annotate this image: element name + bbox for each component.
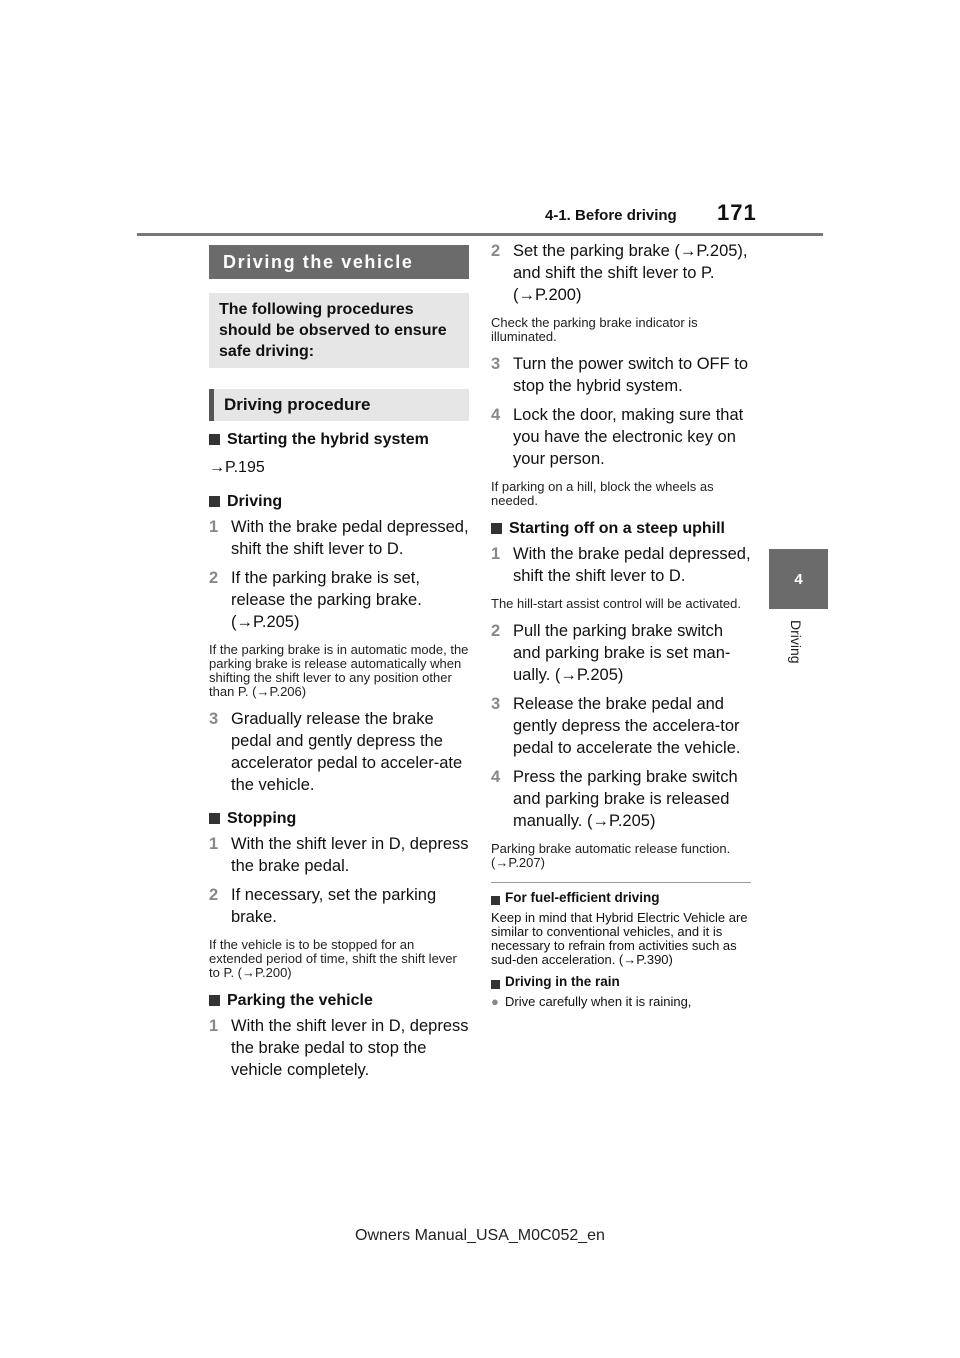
square-bullet-icon <box>209 813 220 824</box>
footer-text: Owners Manual_USA_M0C052_en <box>355 1227 605 1244</box>
step-item: 4 Press the parking brake switch and parking brake is released manually. (→P.205) <box>491 768 738 830</box>
bullet-item: ● Drive carefully when it is raining, <box>491 994 692 1009</box>
page-heading: Driving the vehicle <box>209 245 469 279</box>
step-item: 3 Turn the power switch to OFF to stop the hybrid system. <box>491 355 749 395</box>
step-item: 2 Pull the parking brake switch and parking brake is set man-ually. (→P.205) <box>491 622 731 684</box>
square-bullet-icon <box>209 496 220 507</box>
section-title: 4-1. Before driving <box>545 207 677 224</box>
step-item: 1 With the shift lever in D, depress the brake pedal to stop the vehicle completely. <box>209 1017 469 1079</box>
square-bullet-icon <box>209 995 220 1006</box>
body-text: Keep in mind that Hybrid Electric Vehicle are similar to conventional vehicles, and it is necessary to refrain from activities such as sud-den acceleration. (→P.390) <box>491 910 748 967</box>
intro-box: The following procedures should be observed to ensure safe driving: <box>209 293 469 368</box>
note-text: Parking brake automatic release function. (→P.207) <box>491 841 731 870</box>
note-text: If parking on a hill, block the wheels as needed. <box>491 479 714 508</box>
subheading-driving: Driving <box>209 491 469 513</box>
page-number: 171 <box>717 200 757 225</box>
subheading-starting: Starting the hybrid system <box>209 429 469 451</box>
square-bullet-icon <box>209 434 220 445</box>
subheading-parking: Parking the vehicle <box>209 990 469 1012</box>
step-item: 3 Gradually release the brake pedal and gently depress the accelerator pedal to acceler-ate the vehicle. <box>209 710 463 794</box>
section-heading: Driving procedure <box>209 389 469 421</box>
square-bullet-icon <box>491 523 502 534</box>
step-item: 4 Lock the door, making sure that you have the electronic key on your person. <box>491 406 744 468</box>
subheading-uphill: Starting off on a steep uphill <box>491 518 751 540</box>
step-item: 2 If necessary, set the parking brake. <box>209 886 437 926</box>
step-item: 1 With the brake pedal depressed, shift the shift lever to D. <box>491 545 751 585</box>
note-text: If the parking brake is in automatic mode, the parking brake is release automatically when shifting the shift lever to any position other than P. (→P.206) <box>209 642 469 699</box>
left-column <box>209 245 469 1081</box>
circle-bullet-icon: ● <box>491 994 499 1009</box>
note-text: Check the parking brake indicator is illuminated. <box>491 315 698 344</box>
step-item: 2 If the parking brake is set, release the parking brake. (→P.205) <box>209 569 422 631</box>
step-item: 1 With the shift lever in D, depress the brake pedal. <box>209 835 469 875</box>
step-item: 3 Release the brake pedal and gently depress the accelera-tor pedal to accelerate the vehicle. <box>491 695 741 757</box>
chapter-label: Driving <box>788 620 804 664</box>
step-item: 2 Set the parking brake (→P.205), and shift the shift lever to P. (→P.200) <box>491 242 748 304</box>
subheading-fuel: For fuel-efficient driving <box>491 891 751 905</box>
subheading-rain: Driving in the rain <box>491 975 751 989</box>
right-column <box>491 240 751 1009</box>
square-bullet-icon <box>491 980 500 989</box>
chapter-number: 4 <box>794 570 803 588</box>
page-reference: →P.195 <box>209 459 265 476</box>
header-rule <box>137 233 823 236</box>
note-text: If the vehicle is to be stopped for an extended period of time, shift the shift lever to P. (→P.200) <box>209 937 457 980</box>
note-text: The hill-start assist control will be activated. <box>491 596 741 611</box>
subheading-stopping: Stopping <box>209 808 469 830</box>
step-item: 1 With the brake pedal depressed, shift the shift lever to D. <box>209 518 469 558</box>
square-bullet-icon <box>491 896 500 905</box>
chapter-tab <box>769 549 828 609</box>
divider <box>491 882 751 883</box>
